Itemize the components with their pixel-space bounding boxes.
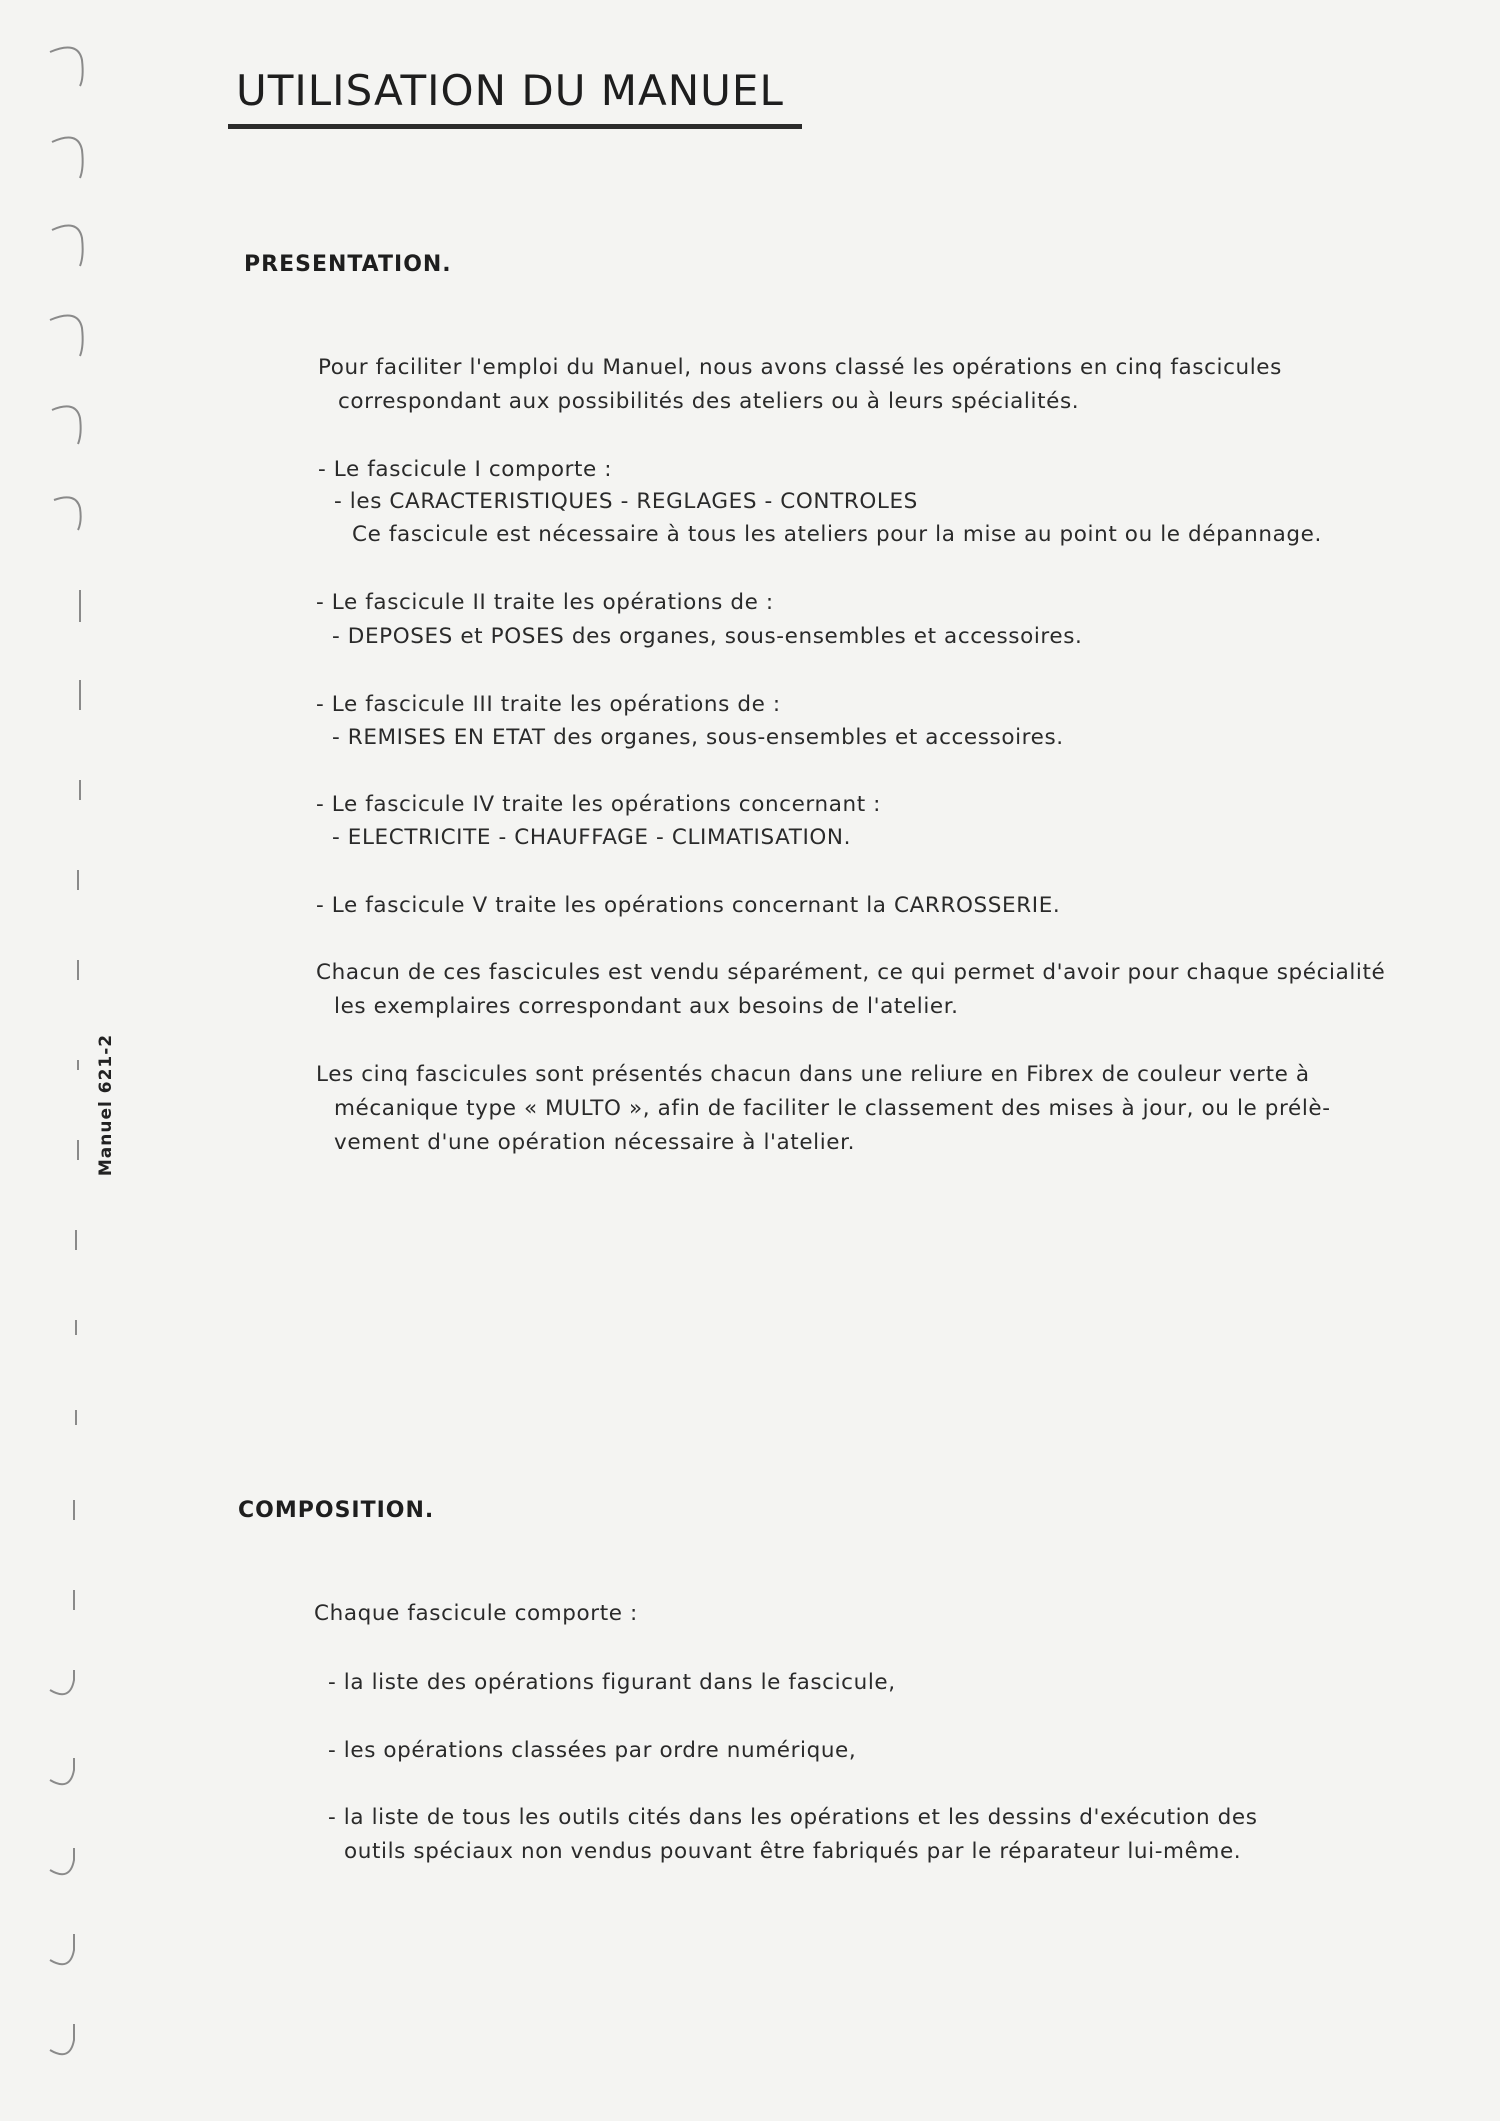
binding-line-3: vement d'une opération nécessaire à l'atelier. (334, 1130, 856, 1155)
fascicule-5-line: - Le fascicule V traite les opérations concernant la CARROSSERIE. (316, 893, 1061, 918)
binding-line-2: mécanique type « MULTO », afin de faciliter le classement des mises à jour, ou le prélè- (334, 1096, 1331, 1121)
composition-item-1: - la liste des opérations figurant dans le fascicule, (328, 1670, 896, 1695)
fascicule-4-line-1: - Le fascicule IV traite les opérations concernant : (316, 792, 882, 817)
fascicule-4-line-2: - ELECTRICITE - CHAUFFAGE - CLIMATISATION. (332, 825, 852, 850)
fascicule-1-line-3: Ce fascicule est nécessaire à tous les ateliers pour la mise au point ou le dépannage. (352, 522, 1322, 547)
presentation-intro-line-1: Pour faciliter l'emploi du Manuel, nous avons classé les opérations en cinq fascicules (318, 355, 1282, 380)
presentation-intro-line-2: correspondant aux possibilités des ateliers ou à leurs spécialités. (338, 389, 1080, 414)
fascicule-3-line-2: - REMISES EN ETAT des organes, sous-ensembles et accessoires. (332, 725, 1064, 750)
fascicule-2-line-2: - DEPOSES et POSES des organes, sous-ensembles et accessoires. (332, 624, 1083, 649)
side-manual-label: Manuel 621-2 (96, 1033, 116, 1177)
fascicule-1-line-1: - Le fascicule I comporte : (318, 457, 613, 482)
sold-separately-line-2: les exemplaires correspondant aux besoins de l'atelier. (334, 994, 959, 1019)
composition-item-3-line-1: - la liste de tous les outils cités dans les opérations et les dessins d'exécution des (328, 1805, 1258, 1830)
fascicule-2-line-1: - Le fascicule II traite les opérations de : (316, 590, 774, 615)
binding-line-1: Les cinq fascicules sont présentés chacun dans une reliure en Fibrex de couleur verte à (316, 1062, 1310, 1087)
title-underline (228, 124, 802, 129)
fascicule-3-line-1: - Le fascicule III traite les opérations de : (316, 692, 781, 717)
composition-intro: Chaque fascicule comporte : (314, 1601, 638, 1626)
sold-separately-line-1: Chacun de ces fascicules est vendu séparément, ce qui permet d'avoir pour chaque spécialité (316, 960, 1386, 985)
composition-heading: COMPOSITION. (238, 1498, 435, 1523)
composition-item-3-line-2: outils spéciaux non vendus pouvant être fabriqués par le réparateur lui-même. (344, 1839, 1242, 1864)
page-title: UTILISATION DU MANUEL (236, 66, 784, 115)
composition-item-2: - les opérations classées par ordre numérique, (328, 1738, 857, 1763)
fascicule-1-line-2: - les CARACTERISTIQUES - REGLAGES - CONTROLES (334, 489, 918, 514)
presentation-heading: PRESENTATION. (244, 252, 452, 277)
binding-holes-graphic (30, 30, 100, 2110)
